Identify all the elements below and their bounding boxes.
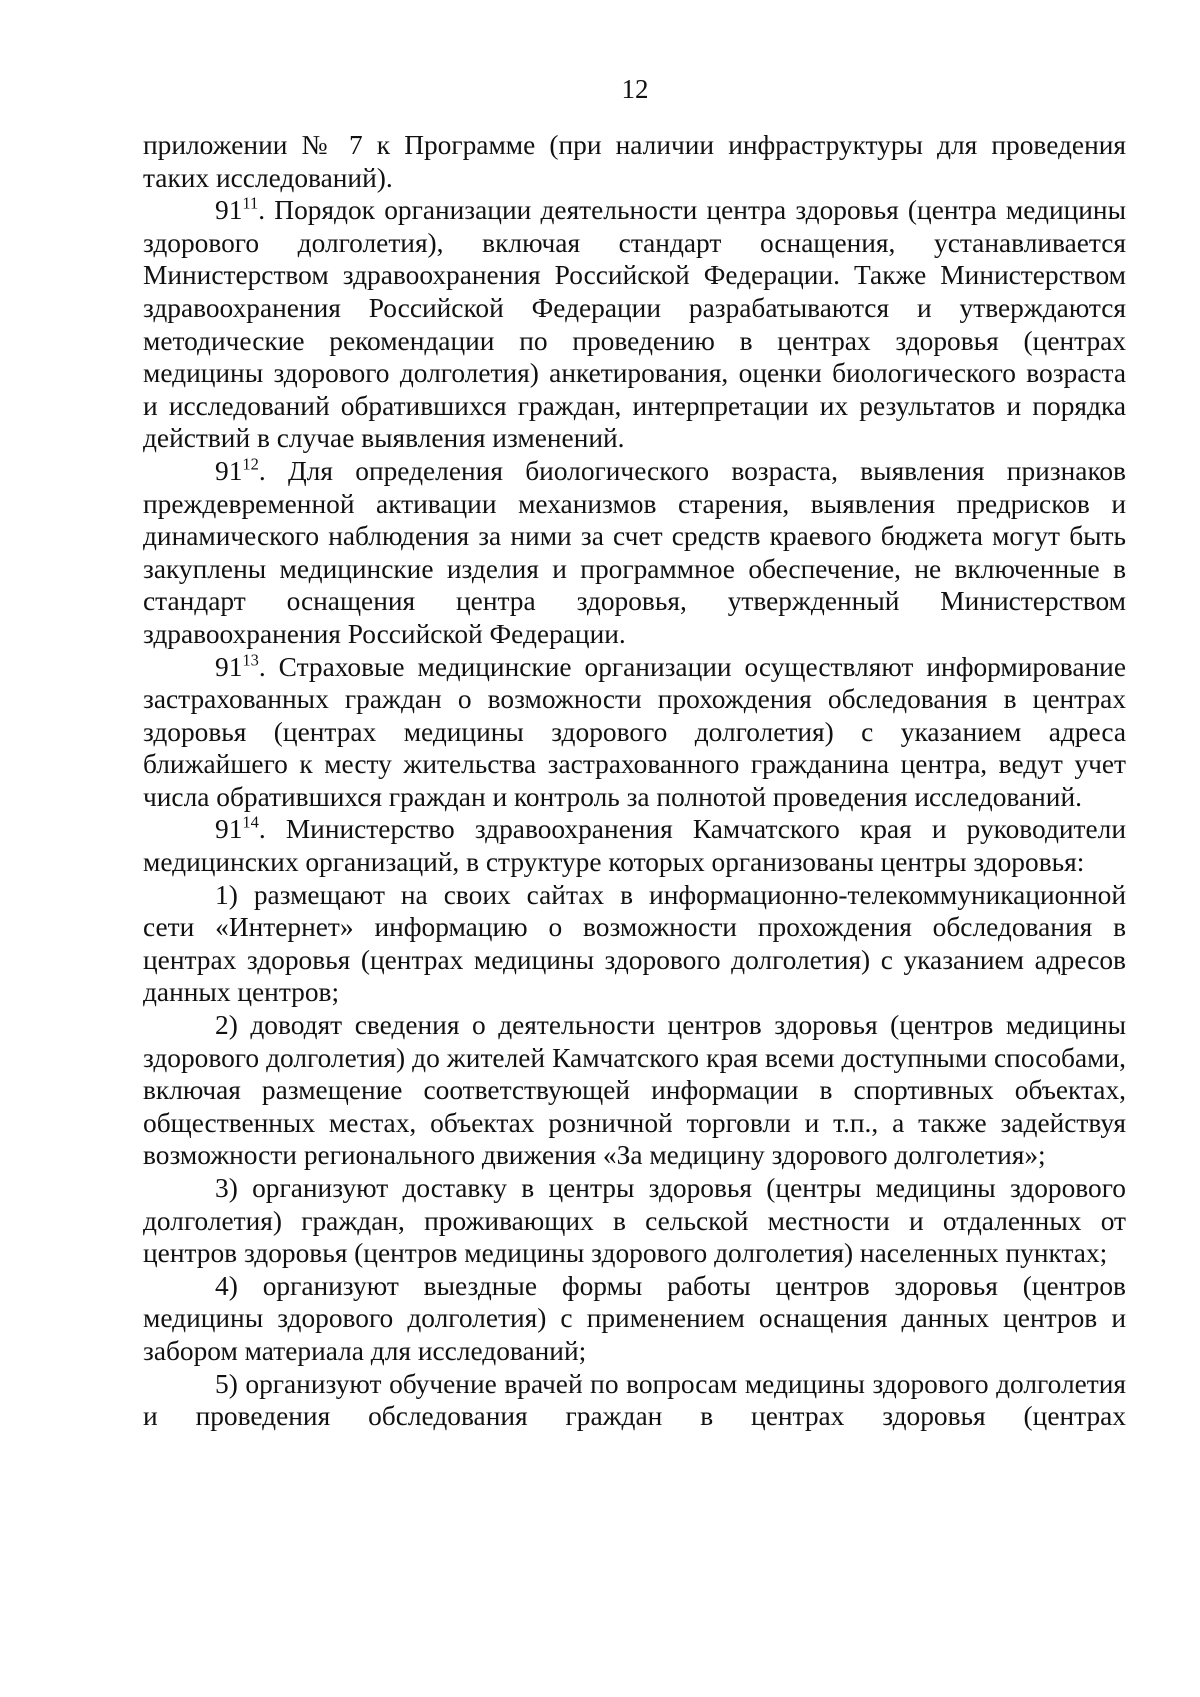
paragraph-91-14: [143, 813, 1126, 878]
paragraph-text: . Министерство здравоохранения Камчатского края и руководители медицинских организаций, в структуре которых организованы центры здоровья:: [143, 814, 1126, 878]
paragraph-text: . Для определения биологического возраста, выявления признаков преждевременной активации механизмов старения, выявления предрисков и динамического наблюдения за ними за счет средств краевого бюджета могут быть закуплены медицинские изделия и программное обеспечение, не включенные в стандарт оснащения центра здоровья, утвержденный Министерством здравоохранения Российской Федерации.: [143, 455, 1126, 649]
paragraph-number: 91: [215, 455, 243, 486]
document-body: [143, 129, 1126, 1433]
paragraph-number-superscript: 13: [242, 649, 259, 669]
paragraph-number-superscript: 12: [242, 454, 259, 474]
paragraph-91-13: [143, 651, 1126, 814]
list-item-text: 4) организуют выездные формы работы центров здоровья (центров медицины здорового долголетия) с применением оснащения данных центров и забором материала для исследований;: [143, 1270, 1126, 1366]
list-item-text: 1) размещают на своих сайтах в информационно-телекоммуникационной сети «Интернет» информацию о возможности прохождения обследования в центрах здоровья (центрах медицины здорового долголетия) с указанием адресов данных центров;: [143, 879, 1126, 1008]
list-item-text: 3) организуют доставку в центры здоровья (центры медицины здорового долголетия) граждан, проживающих в сельской местности и отдаленных от центров здоровья (центров медицины здорового долголетия) населенных пунктах;: [143, 1173, 1126, 1269]
paragraph-text: . Страховые медицинские организации осуществляют информирование застрахованных граждан о возможности прохождения обследования в центрах здоровья (центрах медицины здорового долголетия) с указанием адреса ближайшего к месту жительства застрахованного гражданина центра, ведут учет числа обратившихся граждан и контроль за полнотой проведения исследований.: [143, 651, 1126, 812]
paragraph-number: 91: [215, 651, 243, 682]
list-item-text: 2) доводят сведения о деятельности центров здоровья (центров медицины здорового долголетия) до жителей Камчатского края всеми доступными способами, включая размещение соответствующей информации в спортивных объектах, общественных местах, объектах розничной торговли и т.п., а также задействуя возможности регионального движения «За медицину здорового долголетия»;: [143, 1010, 1126, 1171]
paragraph-text: приложении № 7 к Программе (при наличии инфраструктуры для проведения таких исследований).: [143, 130, 1126, 193]
list-item-2: [143, 1009, 1126, 1172]
paragraph-continuation: [143, 129, 1126, 194]
paragraph-number: 91: [215, 814, 243, 845]
list-item-text: 5) организуют обучение врачей по вопросам медицины здорового долголетия и проведения обследования граждан в центрах здоровья (центрах: [143, 1368, 1126, 1432]
paragraph-number-superscript: 11: [242, 193, 259, 213]
list-item-3: [143, 1172, 1126, 1270]
paragraph-number-superscript: 14: [242, 812, 259, 832]
list-item-5: [143, 1368, 1126, 1433]
paragraph-number: 91: [215, 195, 243, 226]
paragraph-91-11: [143, 194, 1126, 455]
page-number: 12: [621, 74, 649, 104]
paragraph-91-12: [143, 455, 1126, 651]
list-item-1: [143, 879, 1126, 1009]
paragraph-text: . Порядок организации деятельности центра здоровья (центра медицины здорового долголетия), включая стандарт оснащения, устанавливается Министерством здравоохранения Российской Федерации. Также Министерством здравоохранения Российской Федерации разрабатываются и утверждаются методические рекомендации по проведению в центрах здоровья (центрах медицины здорового долголетия) анкетирования, оценки биологического возраста и исследований обратившихся граждан, интерпретации их результатов и порядка действий в случае выявления изменений.: [143, 195, 1126, 454]
list-item-4: [143, 1270, 1126, 1368]
